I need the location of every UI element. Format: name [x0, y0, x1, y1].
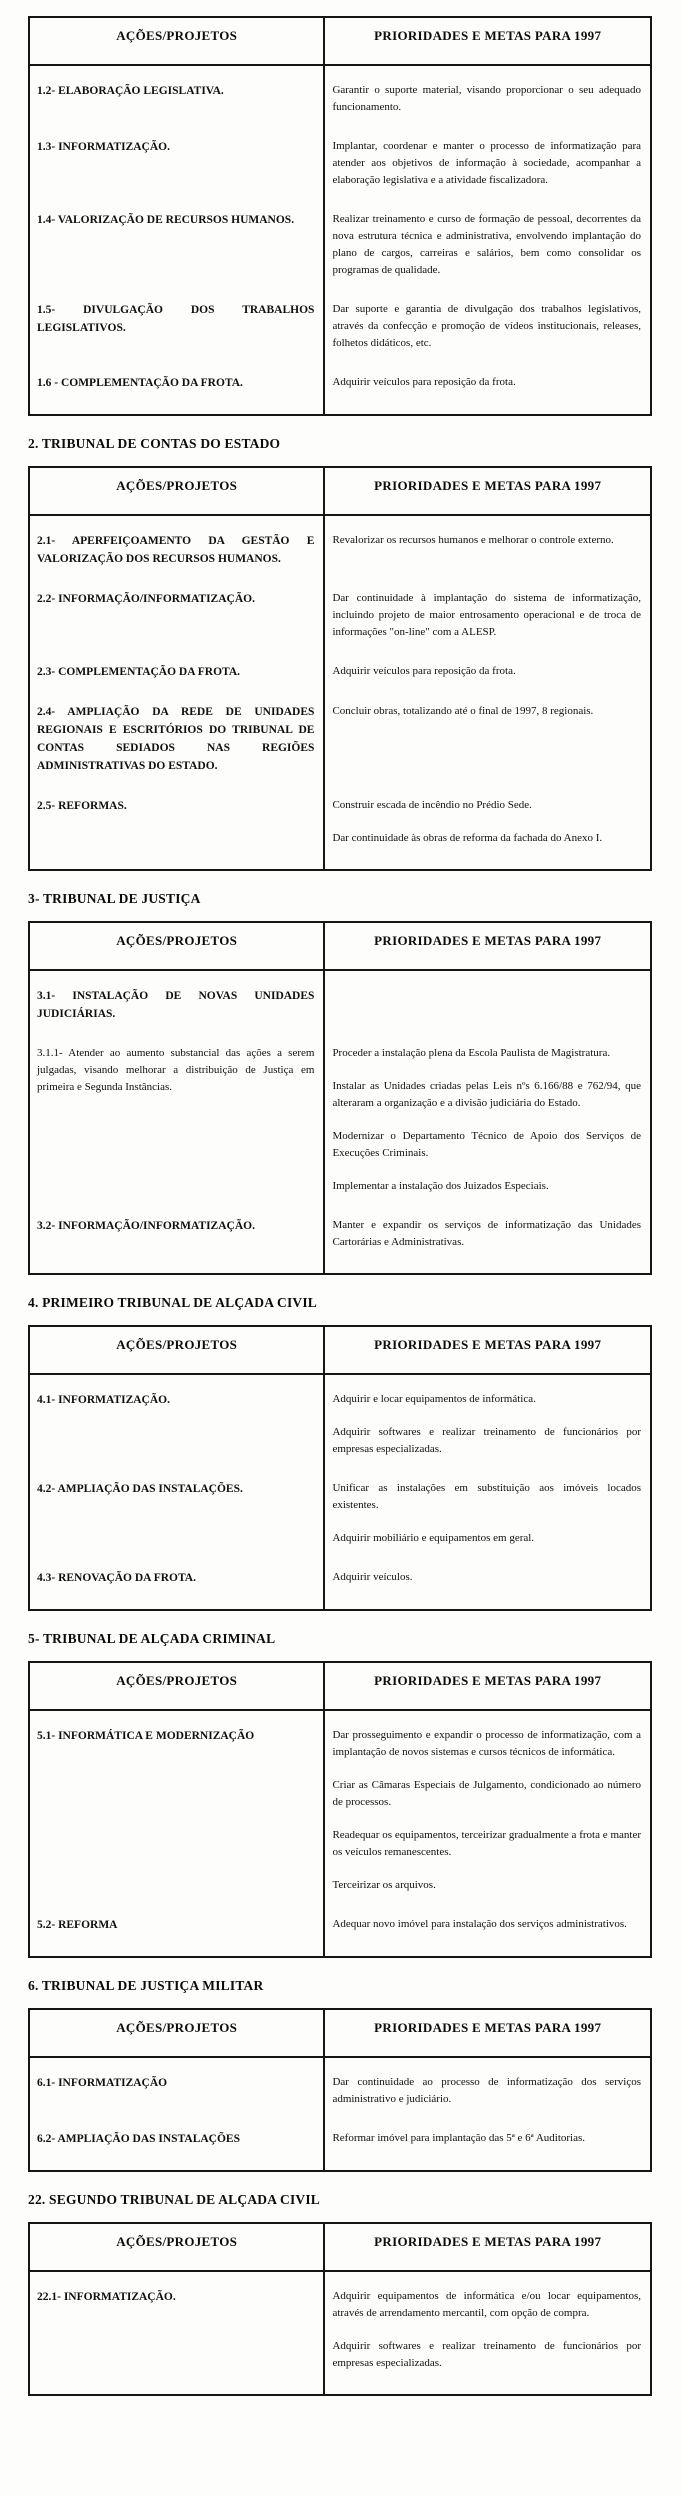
- table-row: [29, 663, 651, 703]
- action-text: 2.2- INFORMAÇÃO/INFORMATIZAÇÃO.: [37, 593, 255, 605]
- table-header-row: [29, 467, 651, 515]
- goal-text: Construir escada de incêndio no Prédio Sede.: [332, 799, 532, 811]
- actions-projects-table: [28, 1325, 652, 1611]
- column-header-prioridades-metas: PRIORIDADES E METAS PARA 1997: [324, 922, 651, 970]
- goals-cell: [324, 1045, 651, 1217]
- table-header: [29, 2223, 651, 2271]
- goal-text: Adquirir veículos.: [332, 1571, 413, 1583]
- table-row: [29, 138, 651, 211]
- column-header-acoes-projetos: AÇÕES/PROJETOS: [29, 1662, 324, 1710]
- action-text: 5.2- REFORMA: [37, 1919, 118, 1931]
- goal-text: Dar continuidade às obras de reforma da fachada do Anexo I.: [332, 832, 603, 844]
- action-cell: [29, 65, 324, 138]
- table-header-row: [29, 2009, 651, 2057]
- action-cell: [29, 1480, 324, 1569]
- goals-cell: [324, 797, 651, 870]
- goals-cell: [324, 211, 651, 301]
- goal-text: Implementar a instalação dos Juizados Especiais.: [332, 1180, 549, 1192]
- section: [28, 2192, 652, 2396]
- goals-cell: [324, 590, 651, 663]
- actions-projects-table: [28, 16, 652, 416]
- goals-cell: [324, 515, 651, 590]
- action-cell: [29, 1710, 324, 1916]
- goal-text: Dar suporte e garantia de divulgação dos trabalhos legislativos, através da confecção e promoção de vídeos institucionais, releases, folhetos didáticos, etc.: [332, 303, 641, 349]
- goals-cell: [324, 2271, 651, 2395]
- action-cell: [29, 797, 324, 870]
- actions-projects-table: [28, 921, 652, 1275]
- section-heading: 6. TRIBUNAL DE JUSTIÇA MILITAR: [28, 1978, 264, 1993]
- action-cell: [29, 1045, 324, 1217]
- actions-projects-table: [28, 2008, 652, 2172]
- goals-cell: [324, 301, 651, 374]
- goal-text: Concluir obras, totalizando até o final de 1997, 8 regionais.: [332, 705, 594, 717]
- action-cell: [29, 1916, 324, 1957]
- action-cell: [29, 211, 324, 301]
- column-header-prioridades-metas: PRIORIDADES E METAS PARA 1997: [324, 2223, 651, 2271]
- goals-cell: [324, 65, 651, 138]
- goal-text: Adequar novo imóvel para instalação dos serviços administrativos.: [332, 1918, 627, 1930]
- action-text: 3.2- INFORMAÇÃO/INFORMATIZAÇÃO.: [37, 1220, 255, 1232]
- table-body: [29, 970, 651, 1274]
- goal-text: Readequar os equipamentos, terceirizar gradualmente a frota e manter os veículos remanescentes.: [332, 1829, 641, 1858]
- table-row: [29, 970, 651, 1045]
- goal-text: Implantar, coordenar e manter o processo de informatização para atender aos objetivos de informação à sociedade, acompanhar a elaboração legislativa e a atividade fiscalizadora.: [332, 140, 641, 186]
- action-text: 22.1- INFORMATIZAÇÃO.: [37, 2291, 176, 2303]
- table-body: [29, 1374, 651, 1610]
- table-row: [29, 1916, 651, 1957]
- goal-text: Adquirir mobiliário e equipamentos em geral.: [332, 1532, 535, 1544]
- goal-text: Manter e expandir os serviços de informatização das Unidades Cartorárias e Administrativas.: [332, 1219, 641, 1248]
- table-body: [29, 65, 651, 415]
- table-header: [29, 17, 651, 65]
- table-row: [29, 1569, 651, 1610]
- section: [28, 1295, 652, 1611]
- action-cell: [29, 2271, 324, 2395]
- action-cell: [29, 970, 324, 1045]
- column-header-prioridades-metas: PRIORIDADES E METAS PARA 1997: [324, 1662, 651, 1710]
- goal-text: Realizar treinamento e curso de formação de pessoal, decorrentes da nova estrutura técnica e administrativa, envolvendo implantação do plano de cargos, carreiras e salários, bem como consolidar os programas de qualidade.: [332, 213, 641, 276]
- table-row: [29, 1374, 651, 1480]
- table-body: [29, 515, 651, 870]
- column-header-acoes-projetos: AÇÕES/PROJETOS: [29, 17, 324, 65]
- action-text: 4.3- RENOVAÇÃO DA FROTA.: [37, 1572, 196, 1584]
- action-text: 4.2- AMPLIAÇÃO DAS INSTALAÇÕES.: [37, 1483, 243, 1495]
- table-header: [29, 1662, 651, 1710]
- table-row: [29, 1045, 651, 1217]
- column-header-prioridades-metas: PRIORIDADES E METAS PARA 1997: [324, 1326, 651, 1374]
- goal-text: Dar prosseguimento e expandir o processo de informatização, com a implantação de novos sistemas e cursos técnicos de informática.: [332, 1729, 641, 1758]
- goals-cell: [324, 970, 651, 1045]
- column-header-acoes-projetos: AÇÕES/PROJETOS: [29, 922, 324, 970]
- action-text: 3.1- INSTALAÇÃO DE NOVAS UNIDADES JUDICIÁRIAS.: [37, 990, 315, 1020]
- action-cell: [29, 301, 324, 374]
- table-row: [29, 374, 651, 415]
- goals-cell: [324, 1569, 651, 1610]
- action-text: 2.5- REFORMAS.: [37, 800, 127, 812]
- goal-text: Instalar as Unidades criadas pelas Leis nºs 6.166/88 e 762/94, que alteraram a organização e a divisão judiciária do Estado.: [332, 1080, 641, 1109]
- section: [28, 1978, 652, 2172]
- goal-text: Unificar as instalações em substituição aos imóveis locados existentes.: [332, 1482, 641, 1511]
- goal-text: Terceirizar os arquivos.: [332, 1879, 436, 1891]
- goals-cell: [324, 1916, 651, 1957]
- action-cell: [29, 374, 324, 415]
- table-body: [29, 2271, 651, 2395]
- action-cell: [29, 2057, 324, 2130]
- action-text: 1.2- ELABORAÇÃO LEGISLATIVA.: [37, 85, 224, 97]
- goal-text: Proceder a instalação plena da Escola Paulista de Magistratura.: [332, 1047, 611, 1059]
- column-header-prioridades-metas: PRIORIDADES E METAS PARA 1997: [324, 17, 651, 65]
- table-header-row: [29, 2223, 651, 2271]
- column-header-acoes-projetos: AÇÕES/PROJETOS: [29, 1326, 324, 1374]
- actions-projects-table: [28, 2222, 652, 2396]
- goal-text: Modernizar o Departamento Técnico de Apoio dos Serviços de Execuções Criminais.: [332, 1130, 641, 1159]
- actions-projects-table: [28, 1661, 652, 1958]
- action-cell: [29, 1217, 324, 1274]
- table-row: [29, 2130, 651, 2171]
- table-row: [29, 301, 651, 374]
- column-header-acoes-projetos: AÇÕES/PROJETOS: [29, 2223, 324, 2271]
- table-header: [29, 1326, 651, 1374]
- action-text: 1.4- VALORIZAÇÃO DE RECURSOS HUMANOS.: [37, 214, 295, 226]
- section: [28, 1631, 652, 1958]
- table-header-row: [29, 922, 651, 970]
- column-header-prioridades-metas: PRIORIDADES E METAS PARA 1997: [324, 2009, 651, 2057]
- action-text: 4.1- INFORMATIZAÇÃO.: [37, 1394, 170, 1406]
- goal-text: Dar continuidade ao processo de informatização dos serviços administrativo e judiciário.: [332, 2076, 641, 2105]
- table-header: [29, 2009, 651, 2057]
- actions-projects-table: [28, 466, 652, 871]
- action-text: 1.6 - COMPLEMENTAÇÃO DA FROTA.: [37, 377, 243, 389]
- goals-cell: [324, 703, 651, 797]
- table-row: [29, 2057, 651, 2130]
- goal-text: Garantir o suporte material, visando proporcionar o seu adequado funcionamento.: [332, 84, 641, 113]
- table-row: [29, 1710, 651, 1916]
- section-heading: 5- TRIBUNAL DE ALÇADA CRIMINAL: [28, 1631, 276, 1646]
- action-cell: [29, 663, 324, 703]
- table-row: [29, 2271, 651, 2395]
- section: [28, 891, 652, 1275]
- table-row: [29, 703, 651, 797]
- goals-cell: [324, 2057, 651, 2130]
- section-heading: 4. PRIMEIRO TRIBUNAL DE ALÇADA CIVIL: [28, 1295, 317, 1310]
- table-header: [29, 922, 651, 970]
- table-header-row: [29, 1662, 651, 1710]
- table-row: [29, 1217, 651, 1274]
- section: [28, 436, 652, 871]
- goal-text: Criar as Câmaras Especiais de Julgamento, condicionado ao número de processos.: [332, 1779, 641, 1808]
- goals-cell: [324, 1480, 651, 1569]
- action-cell: [29, 515, 324, 590]
- section-heading: 22. SEGUNDO TRIBUNAL DE ALÇADA CIVIL: [28, 2192, 321, 2207]
- table-header: [29, 467, 651, 515]
- goal-text: Adquirir softwares e realizar treinamento de funcionários por empresas especializadas.: [332, 2340, 641, 2369]
- action-cell: [29, 1569, 324, 1610]
- section-heading: 3- TRIBUNAL DE JUSTIÇA: [28, 891, 201, 906]
- goals-cell: [324, 2130, 651, 2171]
- table-header-row: [29, 1326, 651, 1374]
- column-header-acoes-projetos: AÇÕES/PROJETOS: [29, 467, 324, 515]
- action-cell: [29, 138, 324, 211]
- table-body: [29, 2057, 651, 2171]
- goal-text: Adquirir veículos para reposição da frota.: [332, 376, 516, 388]
- action-cell: [29, 1374, 324, 1480]
- goal-text: Revalorizar os recursos humanos e melhorar o controle externo.: [332, 534, 614, 546]
- column-header-prioridades-metas: PRIORIDADES E METAS PARA 1997: [324, 467, 651, 515]
- table-row: [29, 65, 651, 138]
- goals-cell: [324, 1374, 651, 1480]
- goal-text: Adquirir e locar equipamentos de informática.: [332, 1393, 536, 1405]
- table-row: [29, 211, 651, 301]
- action-cell: [29, 2130, 324, 2171]
- action-text: 6.2- AMPLIAÇÃO DAS INSTALAÇÕES: [37, 2133, 240, 2145]
- goals-cell: [324, 374, 651, 415]
- action-text: 6.1- INFORMATIZAÇÃO: [37, 2077, 168, 2089]
- action-text: 1.5- DIVULGAÇÃO DOS TRABALHOS LEGISLATIVOS.: [37, 304, 315, 334]
- table-body: [29, 1710, 651, 1957]
- goal-text: Adquirir veículos para reposição da frota.: [332, 665, 516, 677]
- action-text: 1.3- INFORMATIZAÇÃO.: [37, 141, 170, 153]
- table-row: [29, 590, 651, 663]
- section-heading: 2. TRIBUNAL DE CONTAS DO ESTADO: [28, 436, 281, 451]
- action-cell: [29, 590, 324, 663]
- goal-text: Adquirir equipamentos de informática e/ou locar equipamentos, através de arrendamento mercantil, com opção de compra.: [332, 2290, 641, 2319]
- goal-text: Reformar imóvel para implantação das 5ª e 6ª Auditorias.: [332, 2132, 586, 2144]
- goals-cell: [324, 663, 651, 703]
- action-cell: [29, 703, 324, 797]
- table-row: [29, 1480, 651, 1569]
- table-row: [29, 797, 651, 870]
- table-row: [29, 515, 651, 590]
- goals-cell: [324, 138, 651, 211]
- action-text: 2.3- COMPLEMENTAÇÃO DA FROTA.: [37, 666, 241, 678]
- column-header-acoes-projetos: AÇÕES/PROJETOS: [29, 2009, 324, 2057]
- action-text: 5.1- INFORMÁTICA E MODERNIZAÇÃO: [37, 1730, 255, 1742]
- goals-cell: [324, 1217, 651, 1274]
- goals-cell: [324, 1710, 651, 1916]
- goal-text: Adquirir softwares e realizar treinamento de funcionários por empresas especializadas.: [332, 1426, 641, 1455]
- section: [28, 16, 652, 416]
- action-text: 2.4- AMPLIAÇÃO DA REDE DE UNIDADES REGIONAIS E ESCRITÓRIOS DO TRIBUNAL DE CONTAS SEDIADOS NAS REGIÕES ADMINISTRATIVAS DO ESTADO.: [37, 706, 315, 772]
- action-text: 3.1.1- Atender ao aumento substancial das ações a serem julgadas, visando melhorar a distribuição de Justiça em primeira e Segunda Instâncias.: [37, 1047, 315, 1093]
- table-header-row: [29, 17, 651, 65]
- document: [28, 16, 652, 2396]
- goal-text: Dar continuidade à implantação do sistema de informatização, incluindo projeto de maior entrosamento operacional e de troca de informações "on-line" com a ALESP.: [332, 592, 641, 638]
- action-text: 2.1- APERFEIÇOAMENTO DA GESTÃO E VALORIZAÇÃO DOS RECURSOS HUMANOS.: [37, 535, 315, 565]
